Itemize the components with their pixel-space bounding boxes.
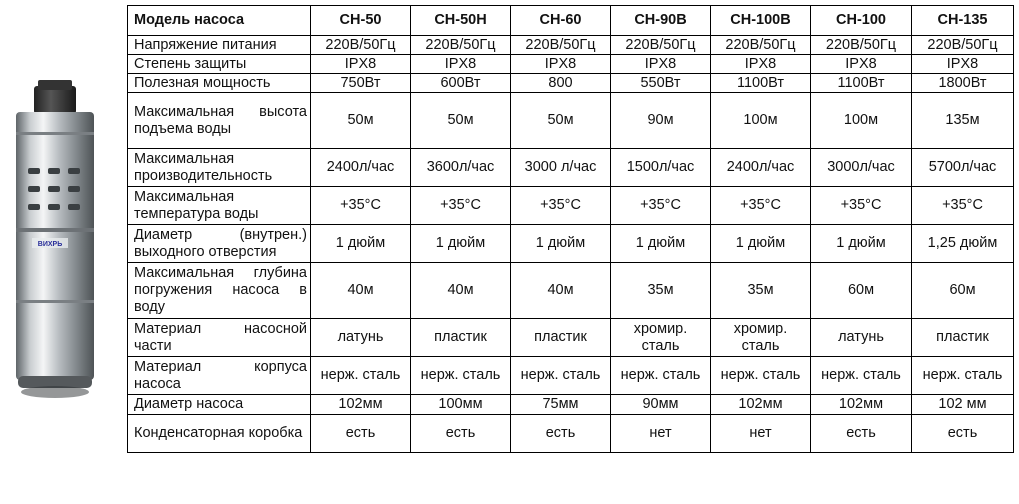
table-row (128, 357, 1014, 395)
table-cell: нет (611, 415, 711, 453)
table-cell: 1800Вт (912, 74, 1014, 93)
table-cell: 40м (511, 263, 611, 319)
table-cell: IPX8 (311, 55, 411, 74)
table-cell: нет (711, 415, 811, 453)
table-cell: пластик (411, 319, 511, 357)
table-cell: 220В/50Гц (711, 36, 811, 55)
header-sn100: СН-100 (811, 6, 912, 36)
row-label: Максимальная температура воды (128, 187, 311, 225)
table-cell: 60м (811, 263, 912, 319)
table-cell: 60м (912, 263, 1014, 319)
pump-outlet-cap (34, 86, 76, 114)
table-cell: 1 дюйм (611, 225, 711, 263)
table-row (128, 93, 1014, 149)
table-cell: 1100Вт (811, 74, 912, 93)
table-cell: хромир. сталь (711, 319, 811, 357)
table-cell: нерж. сталь (311, 357, 411, 395)
table-cell: IPX8 (811, 55, 912, 74)
table-cell: нерж. сталь (912, 357, 1014, 395)
table-cell: 220В/50Гц (411, 36, 511, 55)
table-cell: +35°С (611, 187, 711, 225)
table-cell: 600Вт (411, 74, 511, 93)
table-cell: нерж. сталь (811, 357, 912, 395)
row-label: Полезная мощность (128, 74, 311, 93)
pump-logo: ВИХРЬ (37, 241, 63, 248)
table-cell: есть (811, 415, 912, 453)
table-cell: 102 мм (912, 395, 1014, 415)
table-cell: нерж. сталь (711, 357, 811, 395)
table-cell: +35°С (912, 187, 1014, 225)
row-label: Максимальная производительность (128, 149, 311, 187)
table-cell: +35°С (511, 187, 611, 225)
table-cell: 220В/50Гц (811, 36, 912, 55)
table-cell: 102мм (311, 395, 411, 415)
row-label: Диаметр (внутрен.) выходного отверстия (128, 225, 311, 263)
table-row (128, 395, 1014, 415)
table-cell: 50м (511, 93, 611, 149)
pump-image (0, 0, 127, 504)
row-label: Материал насосной части (128, 319, 311, 357)
table-cell: 800 (511, 74, 611, 93)
table-row (128, 36, 1014, 55)
row-label: Максимальная высота подъема воды (128, 93, 311, 149)
table-cell: 2400л/час (311, 149, 411, 187)
table-cell: 50м (311, 93, 411, 149)
table-cell: +35°С (411, 187, 511, 225)
table-cell: +35°С (711, 187, 811, 225)
header-sn50: СН-50 (311, 6, 411, 36)
table-cell: пластик (511, 319, 611, 357)
table-cell: 90мм (611, 395, 711, 415)
table-row (128, 415, 1014, 453)
table-cell: +35°С (311, 187, 411, 225)
table-cell: есть (411, 415, 511, 453)
table-cell: 1 дюйм (511, 225, 611, 263)
table-cell: 35м (711, 263, 811, 319)
row-label: Напряжение питания (128, 36, 311, 55)
table-cell: 40м (411, 263, 511, 319)
table-cell: 3000л/час (811, 149, 912, 187)
table-body (128, 36, 1014, 453)
table-cell: 100мм (411, 395, 511, 415)
row-label: Конденсаторная коробка (128, 415, 311, 453)
table-cell: IPX8 (912, 55, 1014, 74)
table-cell: 35м (611, 263, 711, 319)
table-cell: 100м (711, 93, 811, 149)
table-cell: 75мм (511, 395, 611, 415)
table-cell: IPX8 (511, 55, 611, 74)
table-cell: 50м (411, 93, 511, 149)
table-row (128, 149, 1014, 187)
table-cell: 1100Вт (711, 74, 811, 93)
row-label: Максимальная глубина погружения насоса в воду (128, 263, 311, 319)
table-cell: 2400л/час (711, 149, 811, 187)
table-cell: 220В/50Гц (912, 36, 1014, 55)
table-cell: +35°С (811, 187, 912, 225)
table-cell: 3000 л/час (511, 149, 611, 187)
table-cell: нерж. сталь (411, 357, 511, 395)
table-cell: 102мм (811, 395, 912, 415)
table-header-row (128, 6, 1014, 36)
table-cell: 1500л/час (611, 149, 711, 187)
table-cell: 1 дюйм (411, 225, 511, 263)
table-row (128, 74, 1014, 93)
table-cell: 1 дюйм (311, 225, 411, 263)
table-cell: 135м (912, 93, 1014, 149)
header-sn100v: СН-100В (711, 6, 811, 36)
table-cell: есть (511, 415, 611, 453)
table-cell: латунь (811, 319, 912, 357)
table-row (128, 187, 1014, 225)
table-cell: 40м (311, 263, 411, 319)
table-cell: 102мм (711, 395, 811, 415)
table-cell: латунь (311, 319, 411, 357)
table-cell: хромир. сталь (611, 319, 711, 357)
table-cell: 1,25 дюйм (912, 225, 1014, 263)
table-cell: 3600л/час (411, 149, 511, 187)
table-row (128, 319, 1014, 357)
table-cell: 550Вт (611, 74, 711, 93)
header-sn135: СН-135 (912, 6, 1014, 36)
header-sn90v: СН-90В (611, 6, 711, 36)
table-cell: нерж. сталь (511, 357, 611, 395)
pump-illustration (0, 0, 127, 504)
table-cell: 100м (811, 93, 912, 149)
row-label: Диаметр насоса (128, 395, 311, 415)
table-cell: 220В/50Гц (611, 36, 711, 55)
table-cell: 750Вт (311, 74, 411, 93)
table-cell: IPX8 (711, 55, 811, 74)
table-cell: 5700л/час (912, 149, 1014, 187)
table-cell: IPX8 (411, 55, 511, 74)
table-row (128, 225, 1014, 263)
header-sn60: СН-60 (511, 6, 611, 36)
table-cell: нерж. сталь (611, 357, 711, 395)
table-cell: IPX8 (611, 55, 711, 74)
table-cell: 1 дюйм (811, 225, 912, 263)
header-model: Модель насоса (128, 6, 311, 36)
row-label: Материал корпуса насоса (128, 357, 311, 395)
table-cell: есть (912, 415, 1014, 453)
table-cell: 1 дюйм (711, 225, 811, 263)
table-cell: пластик (912, 319, 1014, 357)
table-cell: 220В/50Гц (511, 36, 611, 55)
row-label: Степень защиты (128, 55, 311, 74)
table-cell: 220В/50Гц (311, 36, 411, 55)
table-cell: 90м (611, 93, 711, 149)
table-row (128, 263, 1014, 319)
header-sn50n: СН-50Н (411, 6, 511, 36)
table-row (128, 55, 1014, 74)
pump-spec-table (127, 5, 1014, 453)
table-cell: есть (311, 415, 411, 453)
